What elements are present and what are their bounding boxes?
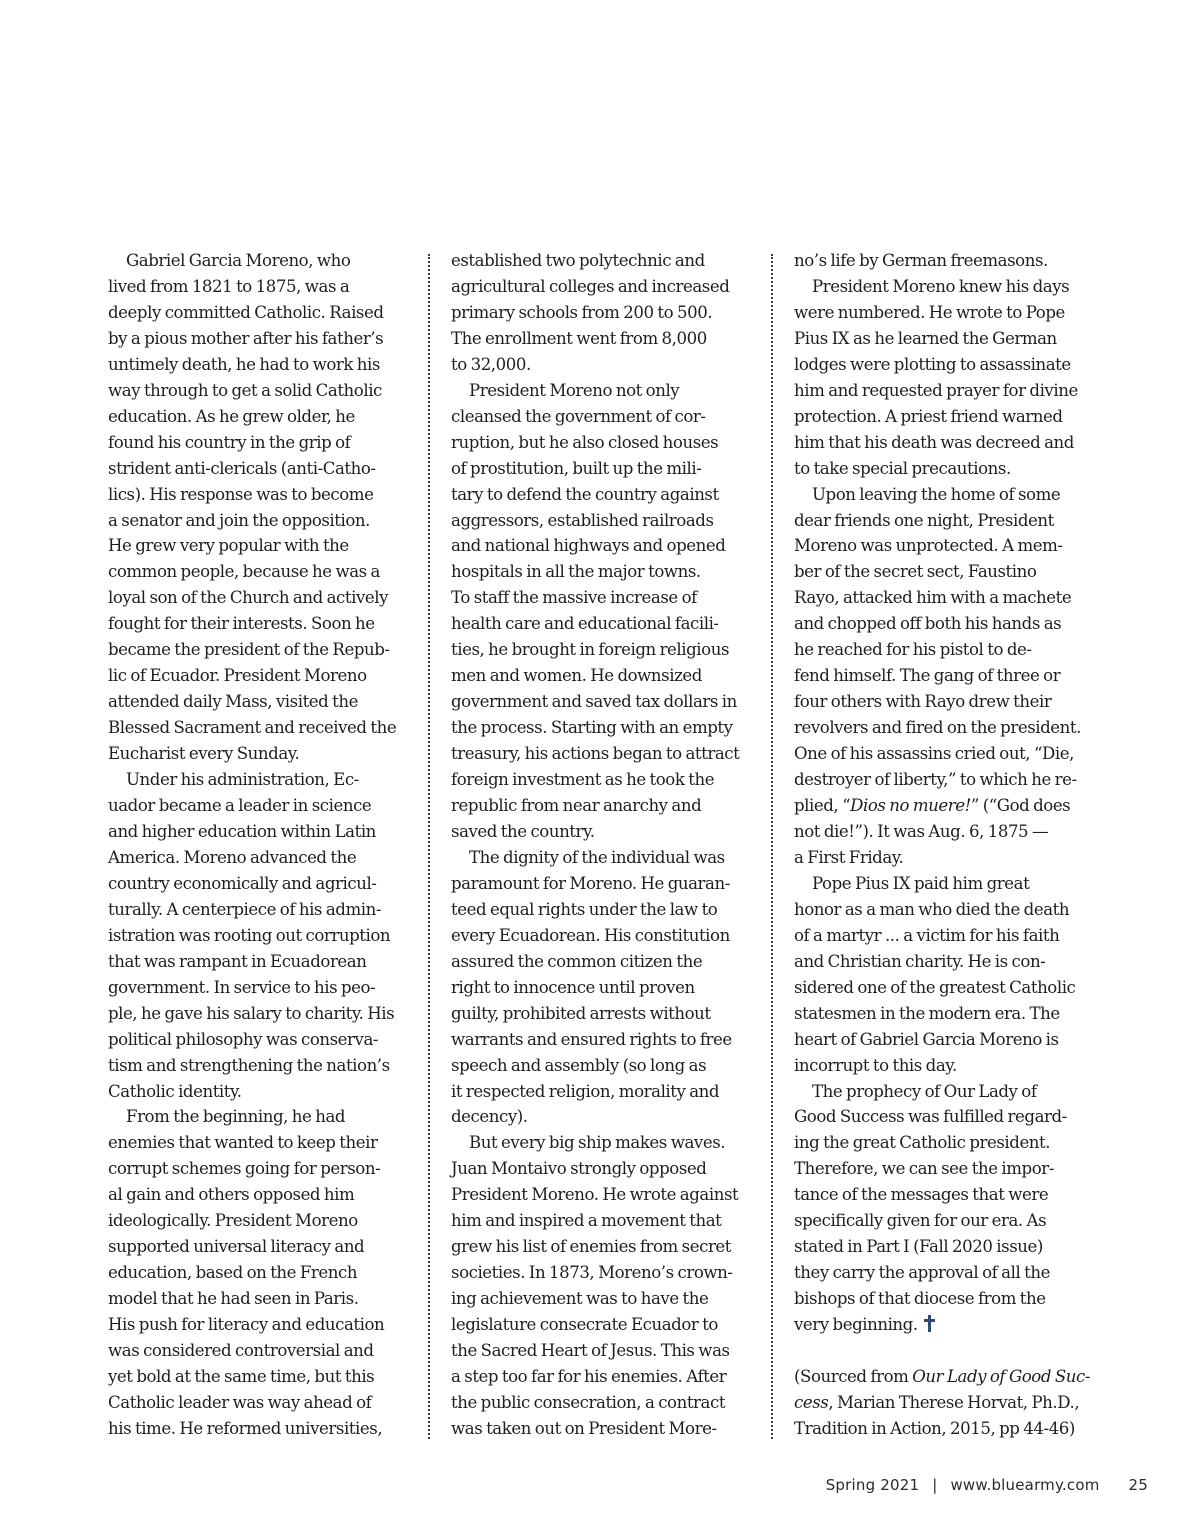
italic-text: Dios no muere! xyxy=(850,796,971,816)
line-text: ing achievement was to have the xyxy=(451,1289,709,1309)
line-text: a step too far for his enemies. After xyxy=(451,1366,727,1386)
line-text: was taken out on President More- xyxy=(451,1418,717,1438)
text-line xyxy=(108,793,414,819)
text-line xyxy=(451,1027,757,1053)
text-line xyxy=(108,378,414,404)
text-line xyxy=(794,1182,1100,1208)
line-text: lic of Ecuador. President Moreno xyxy=(108,666,367,686)
text-line xyxy=(794,975,1100,1001)
italic-text: Our Lady of Good Suc- xyxy=(912,1366,1090,1386)
text-line xyxy=(794,897,1100,923)
text-line xyxy=(451,274,757,300)
line-text: yet bold at the same time, but this xyxy=(108,1366,375,1386)
line-text: they carry the approval of all the xyxy=(794,1263,1050,1283)
line-text: education. As he grew older, he xyxy=(108,406,355,426)
text-line xyxy=(794,949,1100,975)
text-line xyxy=(108,975,414,1001)
text-line xyxy=(451,871,757,897)
line-text: The enrollment went from 8,000 xyxy=(451,328,707,348)
text-line xyxy=(451,975,757,1001)
text-line xyxy=(451,1364,757,1390)
line-text: him and requested prayer for divine xyxy=(794,380,1078,400)
text-line xyxy=(451,767,757,793)
text-line xyxy=(108,1156,414,1182)
line-text: the process. Starting with an empty xyxy=(451,718,733,738)
text-line xyxy=(451,1208,757,1234)
text-line xyxy=(794,430,1100,456)
text-line xyxy=(794,923,1100,949)
line-text: republic from near anarchy and xyxy=(451,796,702,816)
text-line xyxy=(451,1390,757,1416)
line-text: strident anti-clericals (anti-Catho- xyxy=(108,458,376,478)
line-text: his time. He reformed universities, xyxy=(108,1418,383,1438)
text-line xyxy=(794,1234,1100,1260)
line-text: incorrupt to this day. xyxy=(794,1055,957,1075)
line-text: to take special precautions. xyxy=(794,458,1011,478)
line-text: of a martyr ... a victim for his faith xyxy=(794,925,1060,945)
line-text: Moreno was unprotected. A mem- xyxy=(794,536,1063,556)
line-text: Gabriel Garcia Moreno, who xyxy=(126,251,351,270)
line-text: Blessed Sacrament and received the xyxy=(108,718,397,738)
line-text: Therefore, we can see the impor- xyxy=(794,1159,1054,1179)
line-text: Pius IX as he learned the German xyxy=(794,328,1057,348)
line-text: a First Friday. xyxy=(794,847,904,867)
text-line xyxy=(451,1234,757,1260)
line-text: to 32,000. xyxy=(451,354,531,374)
text-line xyxy=(794,559,1100,585)
text-line xyxy=(108,1338,414,1364)
text-line xyxy=(794,1079,1100,1105)
line-text: From the beginning, he had xyxy=(126,1107,346,1127)
text-line xyxy=(451,585,757,611)
text-line xyxy=(108,430,414,456)
line-text: was considered controversial and xyxy=(108,1341,374,1361)
line-text: ruption, but he also closed houses xyxy=(451,432,719,452)
text-line xyxy=(794,508,1100,534)
text-line xyxy=(108,585,414,611)
text-line xyxy=(794,845,1100,871)
line-text: protection. A priest friend warned xyxy=(794,406,1063,426)
line-text: government. In service to his peo- xyxy=(108,977,376,997)
line-text: Upon leaving the home of some xyxy=(812,484,1061,504)
text-line xyxy=(794,533,1100,559)
text-line xyxy=(794,378,1100,404)
text-line xyxy=(108,689,414,715)
text-line xyxy=(794,585,1100,611)
article-column-2 xyxy=(451,248,757,1442)
line-text: every Ecuadorean. His constitution xyxy=(451,925,730,945)
line-text: Good Success was fulfilled regard- xyxy=(794,1107,1067,1127)
line-text: loyal son of the Church and actively xyxy=(108,588,389,608)
line-text: not die!”). It was Aug. 6, 1875 — xyxy=(794,821,1049,841)
text-line xyxy=(108,1260,414,1286)
text-line xyxy=(108,767,414,793)
issue-label: Spring 2021 xyxy=(825,1476,920,1494)
text-line xyxy=(794,404,1100,430)
text-line xyxy=(108,482,414,508)
line-text: and chopped off both his hands as xyxy=(794,614,1062,634)
text-line xyxy=(451,352,757,378)
line-text: of prostitution, built up the mili- xyxy=(451,458,702,478)
text-line xyxy=(451,326,757,352)
line-text: legislature consecrate Ecuador to xyxy=(451,1315,718,1335)
line-text: One of his assassins cried out, “Die, xyxy=(794,744,1074,764)
text-line xyxy=(794,1130,1100,1156)
line-text: (Sourced from xyxy=(794,1366,913,1386)
text-line xyxy=(794,1312,1100,1338)
text-line xyxy=(794,1104,1100,1130)
text-line xyxy=(451,819,757,845)
line-text: ideologically. President Moreno xyxy=(108,1211,358,1231)
text-line xyxy=(451,559,757,585)
text-line xyxy=(108,637,414,663)
line-text: decency). xyxy=(451,1107,528,1127)
text-line xyxy=(108,274,414,300)
line-text: men and women. He downsized xyxy=(451,666,702,686)
line-text: government and saved tax dollars in xyxy=(451,692,737,712)
text-line xyxy=(108,1104,414,1130)
text-line xyxy=(108,1079,414,1105)
line-text: treasury, his actions began to attract xyxy=(451,744,740,764)
text-line xyxy=(108,1001,414,1027)
line-text: bishops of that diocese from the xyxy=(794,1289,1046,1309)
text-line xyxy=(794,1001,1100,1027)
text-line xyxy=(451,845,757,871)
line-text: teed equal rights under the law to xyxy=(451,899,718,919)
line-text: ber of the secret sect, Faustino xyxy=(794,562,1037,582)
text-line xyxy=(451,248,757,274)
line-text: al gain and others opposed him xyxy=(108,1185,355,1205)
text-line xyxy=(451,404,757,430)
line-text: enemies that wanted to keep their xyxy=(108,1133,378,1153)
line-text: saved the country. xyxy=(451,821,595,841)
text-line xyxy=(451,1079,757,1105)
line-text: a senator and join the opposition. xyxy=(108,510,370,530)
text-line xyxy=(794,456,1100,482)
text-line xyxy=(108,1130,414,1156)
text-line xyxy=(451,1156,757,1182)
column-divider xyxy=(771,254,773,1439)
text-line xyxy=(451,897,757,923)
text-line xyxy=(794,326,1100,352)
line-text: heart of Gabriel Garcia Moreno is xyxy=(794,1029,1059,1049)
line-text: the public consecration, a contract xyxy=(451,1392,726,1412)
line-text: very beginning. xyxy=(794,1315,918,1335)
text-line xyxy=(794,741,1100,767)
line-text: Tradition in Action, 2015, pp 44-46) xyxy=(794,1418,1075,1438)
line-text: right to innocence until proven xyxy=(451,977,695,997)
line-text: To staff the massive increase of xyxy=(451,588,697,608)
text-line xyxy=(108,611,414,637)
text-line xyxy=(451,611,757,637)
text-line xyxy=(451,508,757,534)
text-line xyxy=(108,923,414,949)
text-line xyxy=(794,1390,1100,1416)
line-text: and higher education within Latin xyxy=(108,821,376,841)
line-text: lived from 1821 to 1875, was a xyxy=(108,276,350,296)
text-line xyxy=(794,793,1100,819)
line-text: ple, he gave his salary to charity. His xyxy=(108,1003,395,1023)
text-line xyxy=(794,715,1100,741)
line-text: common people, because he was a xyxy=(108,562,380,582)
text-line xyxy=(794,274,1100,300)
line-text: fend himself. The gang of three or xyxy=(794,666,1061,686)
line-text: revolvers and fired on the president. xyxy=(794,718,1081,738)
text-line xyxy=(108,871,414,897)
line-text: established two polytechnic and xyxy=(451,251,705,270)
line-text: supported universal literacy and xyxy=(108,1237,365,1257)
text-line xyxy=(108,1364,414,1390)
line-text: tance of the messages that were xyxy=(794,1185,1049,1205)
text-line xyxy=(108,1390,414,1416)
text-line xyxy=(108,300,414,326)
line-text: lodges were plotting to assassinate xyxy=(794,354,1071,374)
line-text: and Christian charity. He is con- xyxy=(794,951,1046,971)
text-line xyxy=(451,637,757,663)
text-line xyxy=(451,300,757,326)
text-line xyxy=(794,871,1100,897)
text-line xyxy=(794,819,1100,845)
line-text: Juan Montaivo strongly opposed xyxy=(451,1159,707,1179)
text-line xyxy=(451,1312,757,1338)
line-text: dear friends one night, President xyxy=(794,510,1054,530)
line-text: lics). His response was to become xyxy=(108,484,374,504)
text-line xyxy=(451,1001,757,1027)
line-text: Under his administration, Ec- xyxy=(126,770,359,790)
text-line xyxy=(451,456,757,482)
text-line xyxy=(794,352,1100,378)
line-text: President Moreno knew his days xyxy=(812,276,1070,296)
text-line xyxy=(108,663,414,689)
line-text: tism and strengthening the nation’s xyxy=(108,1055,390,1075)
line-text: ” (“God does xyxy=(970,796,1071,816)
italic-text: cess xyxy=(794,1392,829,1412)
line-text: him and inspired a movement that xyxy=(451,1211,722,1231)
text-line xyxy=(451,715,757,741)
line-text: it respected religion, morality and xyxy=(451,1081,720,1101)
text-line xyxy=(451,1338,757,1364)
line-text: sidered one of the greatest Catholic xyxy=(794,977,1076,997)
text-line xyxy=(451,482,757,508)
text-line xyxy=(794,611,1100,637)
article-column-1 xyxy=(108,248,414,1442)
line-text: plied, “ xyxy=(794,796,851,816)
text-line xyxy=(451,1260,757,1286)
column-divider xyxy=(428,254,430,1439)
text-line xyxy=(108,1286,414,1312)
text-line xyxy=(451,949,757,975)
line-text: attended daily Mass, visited the xyxy=(108,692,358,712)
line-text: Rayo, attacked him with a machete xyxy=(794,588,1072,608)
line-text: Eucharist every Sunday. xyxy=(108,744,300,764)
line-text: hospitals in all the major towns. xyxy=(451,562,701,582)
text-line xyxy=(108,715,414,741)
text-line xyxy=(794,1208,1100,1234)
line-text: specifically given for our era. As xyxy=(794,1211,1047,1231)
text-line xyxy=(108,559,414,585)
text-line xyxy=(451,533,757,559)
line-text: four others with Rayo drew their xyxy=(794,692,1052,712)
text-line xyxy=(794,1027,1100,1053)
text-line xyxy=(794,637,1100,663)
website-link[interactable]: www.bluearmy.com xyxy=(950,1476,1100,1494)
text-line xyxy=(451,1416,757,1442)
text-line xyxy=(794,300,1100,326)
text-line xyxy=(451,1286,757,1312)
text-line xyxy=(108,1416,414,1442)
text-line xyxy=(108,1234,414,1260)
line-text: istration was rooting out corruption xyxy=(108,925,391,945)
line-text: aggressors, established railroads xyxy=(451,510,714,530)
line-text: But every big ship makes waves. xyxy=(469,1133,726,1153)
text-line xyxy=(794,1416,1100,1442)
text-line xyxy=(108,819,414,845)
text-line xyxy=(108,352,414,378)
text-line xyxy=(451,741,757,767)
line-text: honor as a man who died the death xyxy=(794,899,1070,919)
line-text: and national highways and opened xyxy=(451,536,726,556)
text-line xyxy=(108,897,414,923)
text-line xyxy=(108,845,414,871)
line-text: ties, he brought in foreign religious xyxy=(451,640,730,660)
text-line xyxy=(108,741,414,767)
line-text: became the president of the Repub- xyxy=(108,640,390,660)
line-text: societies. In 1873, Moreno’s crown- xyxy=(451,1263,733,1283)
text-line xyxy=(108,1182,414,1208)
line-text: he reached for his pistol to de- xyxy=(794,640,1032,660)
text-line xyxy=(451,923,757,949)
text-line xyxy=(451,663,757,689)
text-line xyxy=(794,1286,1100,1312)
line-text: primary schools from 200 to 500. xyxy=(451,302,713,322)
text-line xyxy=(794,1364,1100,1390)
line-text: warrants and ensured rights to free xyxy=(451,1029,732,1049)
line-text: His push for literacy and education xyxy=(108,1315,385,1335)
text-line xyxy=(451,689,757,715)
text-line xyxy=(451,793,757,819)
text-line xyxy=(451,1104,757,1130)
line-text: uador became a leader in science xyxy=(108,796,372,816)
line-text: statesmen in the modern era. The xyxy=(794,1003,1060,1023)
text-line xyxy=(108,1312,414,1338)
line-text: untimely death, he had to work his xyxy=(108,354,380,374)
line-text: him that his death was decreed and xyxy=(794,432,1074,452)
text-line xyxy=(794,1053,1100,1079)
line-text: speech and assembly (so long as xyxy=(451,1055,707,1075)
text-line xyxy=(794,248,1100,274)
text-line xyxy=(451,1130,757,1156)
line-text: ing the great Catholic president. xyxy=(794,1133,1051,1153)
text-line xyxy=(794,689,1100,715)
line-text: grew his list of enemies from secret xyxy=(451,1237,732,1257)
line-text: country economically and agricul- xyxy=(108,873,377,893)
article-column-3 xyxy=(794,248,1100,1442)
line-text: turally. A centerpiece of his admin- xyxy=(108,899,381,919)
text-line xyxy=(108,248,414,274)
text-line xyxy=(451,1182,757,1208)
line-text: Pope Pius IX paid him great xyxy=(812,873,1030,893)
line-text: way through to get a solid Catholic xyxy=(108,380,382,400)
line-text: education, based on the French xyxy=(108,1263,358,1283)
line-text: Catholic leader was way ahead of xyxy=(108,1392,372,1412)
line-text: political philosophy was conserva- xyxy=(108,1029,379,1049)
text-line xyxy=(108,456,414,482)
line-text: by a pious mother after his father’s xyxy=(108,328,384,348)
line-text: deeply committed Catholic. Raised xyxy=(108,302,384,322)
line-text: that was rampant in Ecuadorean xyxy=(108,951,367,971)
line-text: The dignity of the individual was xyxy=(469,847,725,867)
line-text: assured the common citizen the xyxy=(451,951,703,971)
line-text: President Moreno. He wrote against xyxy=(451,1185,739,1205)
text-line xyxy=(108,1208,414,1234)
article-body xyxy=(0,248,1200,1448)
page-footer xyxy=(826,1476,1148,1494)
text-line xyxy=(108,404,414,430)
text-line xyxy=(451,1053,757,1079)
line-text: no’s life by German freemasons. xyxy=(794,251,1048,270)
line-text: health care and educational facili- xyxy=(451,614,719,634)
line-text: , Marian Therese Horvat, Ph.D., xyxy=(828,1392,1080,1412)
text-line xyxy=(108,949,414,975)
text-line xyxy=(108,1053,414,1079)
text-line xyxy=(794,1156,1100,1182)
text-line xyxy=(108,533,414,559)
text-line xyxy=(794,1260,1100,1286)
text-line xyxy=(794,482,1100,508)
cross-icon xyxy=(924,1315,935,1332)
line-text: found his country in the grip of xyxy=(108,432,351,452)
line-text: fought for their interests. Soon he xyxy=(108,614,375,634)
line-text: the Sacred Heart of Jesus. This was xyxy=(451,1341,730,1361)
footer-separator: | xyxy=(932,1476,938,1494)
line-text: America. Moreno advanced the xyxy=(108,847,357,867)
line-text: The prophecy of Our Lady of xyxy=(812,1081,1037,1101)
line-text: Catholic identity. xyxy=(108,1081,242,1101)
text-line xyxy=(451,430,757,456)
text-line xyxy=(108,1027,414,1053)
line-text: paramount for Moreno. He guaran- xyxy=(451,873,730,893)
line-text: President Moreno not only xyxy=(469,380,680,400)
paragraph-gap xyxy=(794,1338,1100,1364)
line-text: destroyer of liberty,” to which he re- xyxy=(794,770,1077,790)
line-text: model that he had seen in Paris. xyxy=(108,1289,359,1309)
text-line xyxy=(451,378,757,404)
line-text: foreign investment as he took the xyxy=(451,770,715,790)
text-line xyxy=(794,767,1100,793)
line-text: were numbered. He wrote to Pope xyxy=(794,302,1065,322)
page-number: 25 xyxy=(1128,1476,1148,1494)
line-text: guilty, prohibited arrests without xyxy=(451,1003,711,1023)
line-text: corrupt schemes going for person- xyxy=(108,1159,381,1179)
line-text: agricultural colleges and increased xyxy=(451,276,730,296)
line-text: He grew very popular with the xyxy=(108,536,349,556)
line-text: stated in Part I (Fall 2020 issue) xyxy=(794,1237,1043,1257)
line-text: cleansed the government of cor- xyxy=(451,406,706,426)
line-text: tary to defend the country against xyxy=(451,484,719,504)
text-line xyxy=(794,663,1100,689)
text-line xyxy=(108,508,414,534)
text-line xyxy=(108,326,414,352)
